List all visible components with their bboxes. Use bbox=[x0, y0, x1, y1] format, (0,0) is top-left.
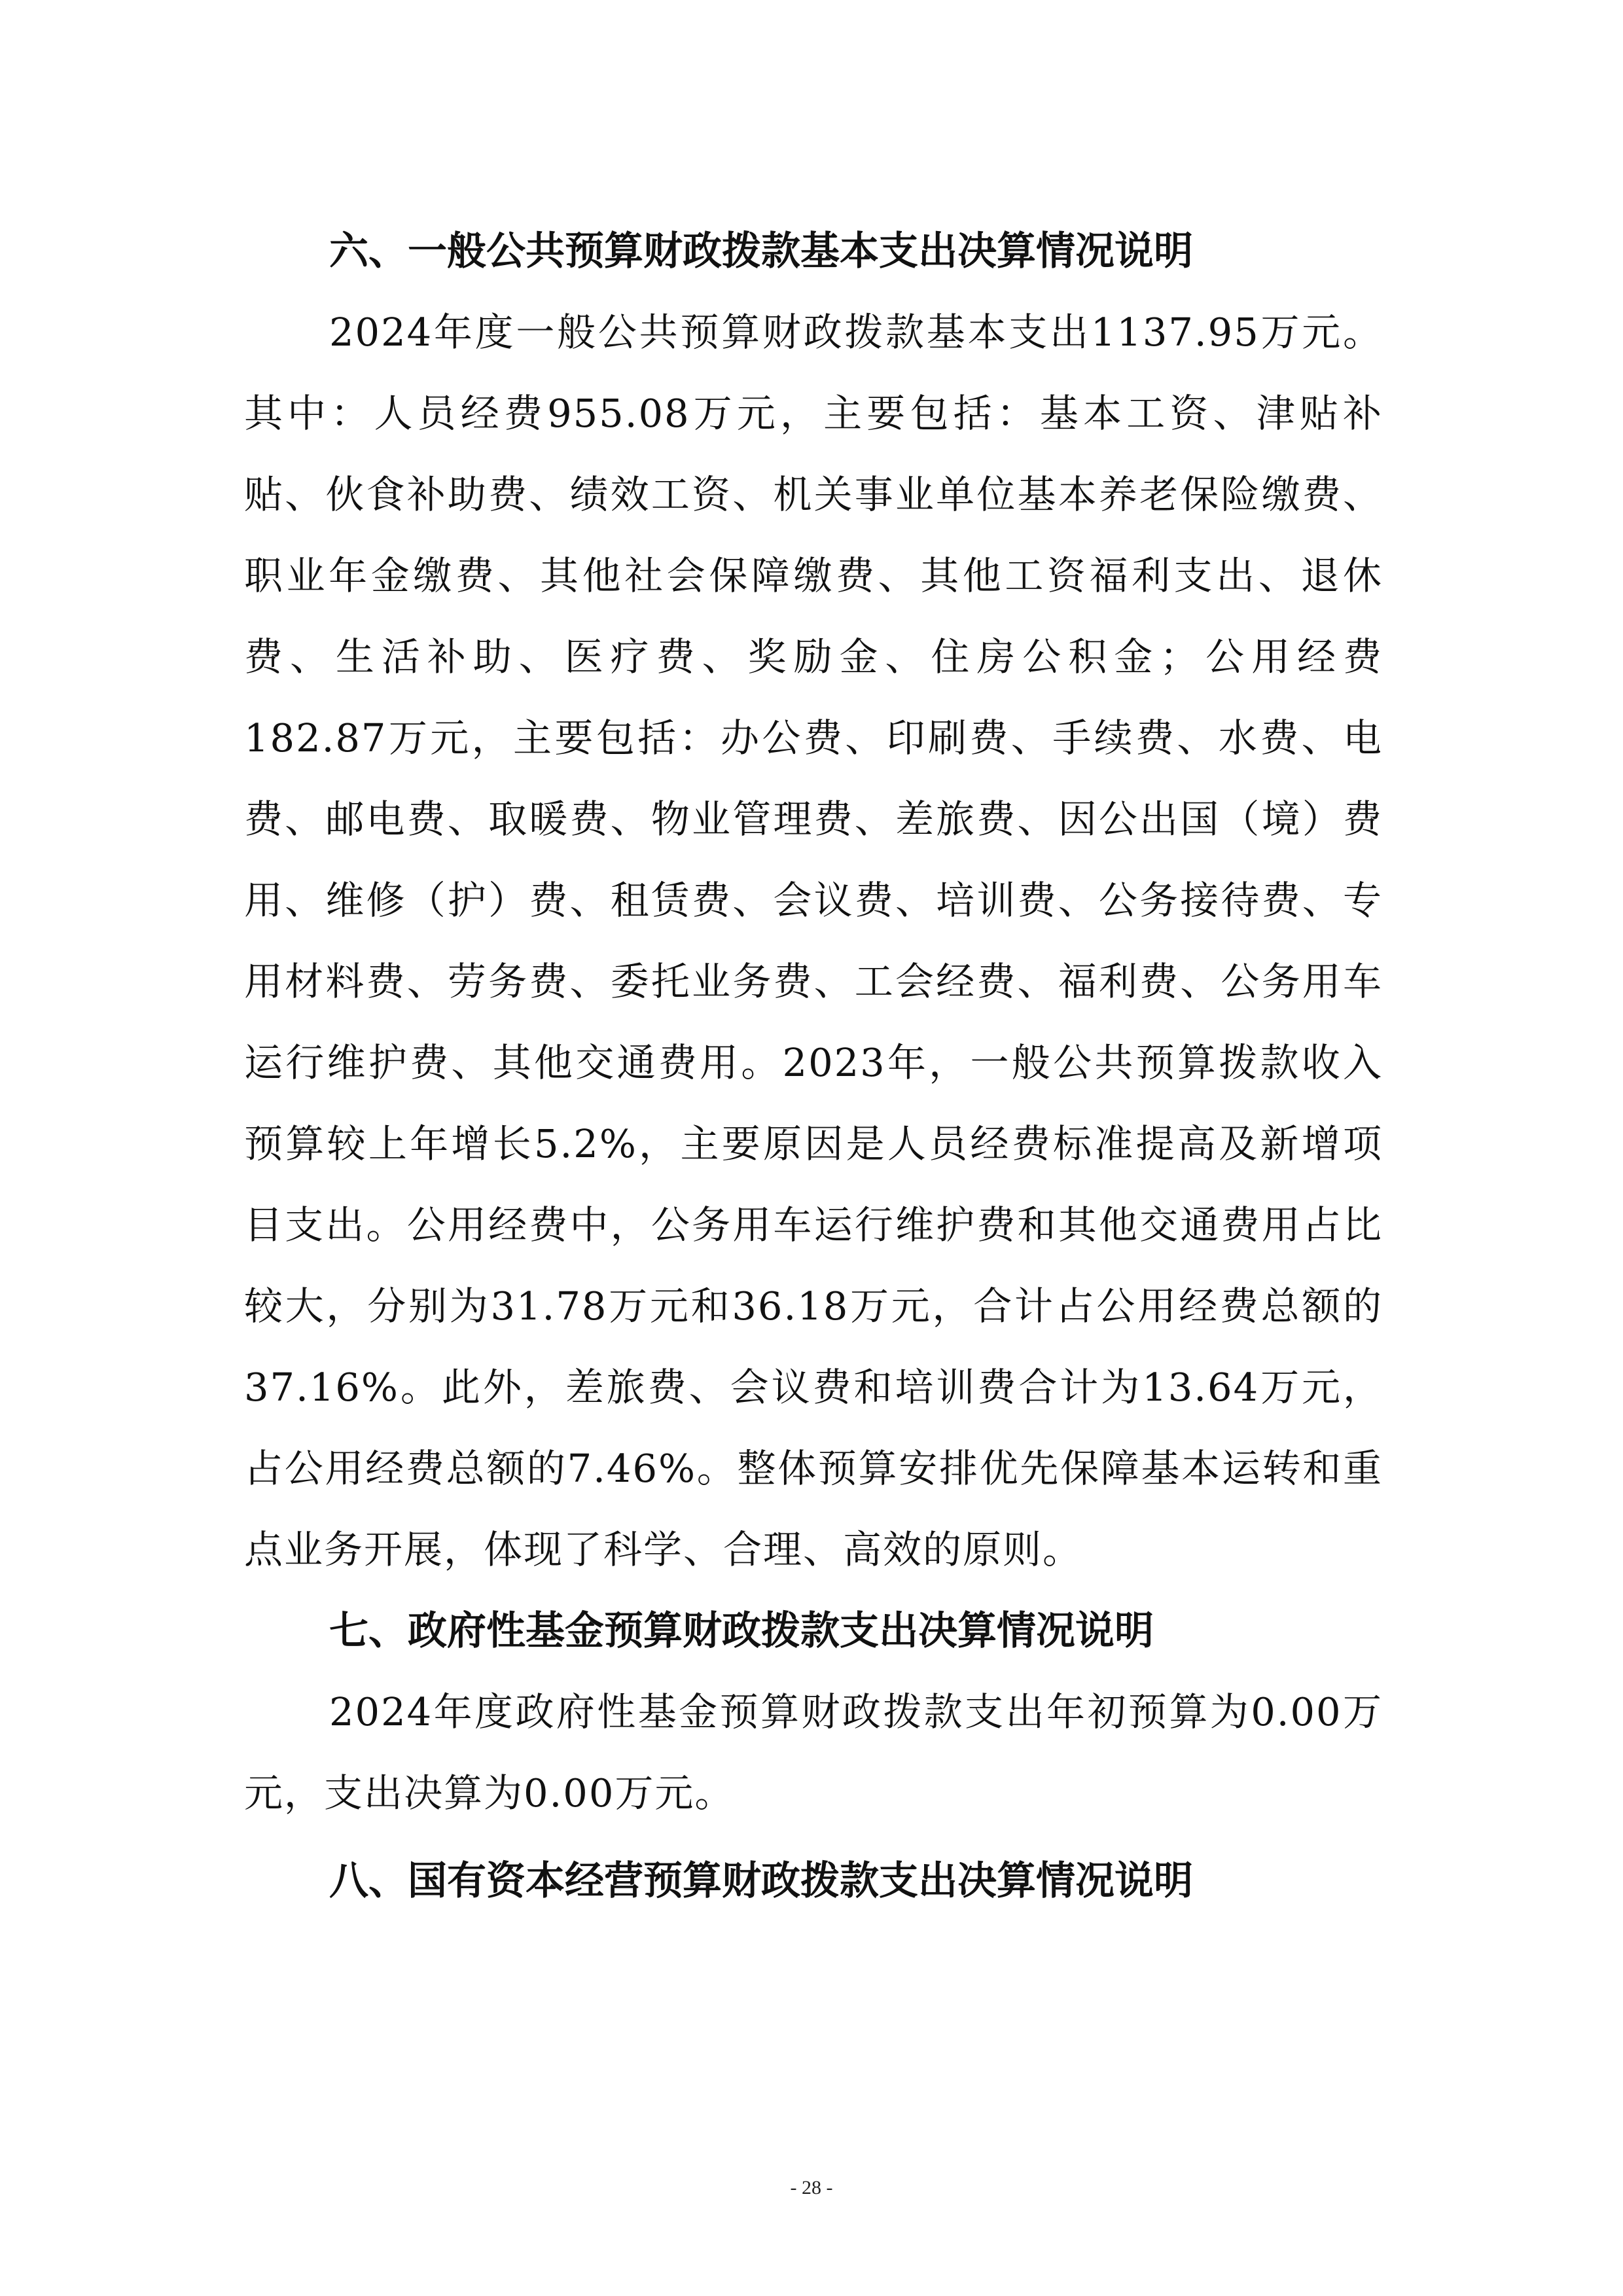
document-body bbox=[244, 211, 1383, 1922]
section-heading-6: 六、一般公共预算财政拨款基本支出决算情况说明 bbox=[329, 228, 1193, 274]
section-heading-7: 七、政府性基金预算财政拨款支出决算情况说明 bbox=[329, 1608, 1154, 1654]
section-7-paragraph: 2024年度政府性基金预算财政拨款支出年初预算为0.00万元，支出决算为0.00万元。 bbox=[244, 1689, 1383, 1816]
page-number: - 28 - bbox=[790, 2177, 833, 2198]
section-heading-8: 八、国有资本经营预算财政拨款支出决算情况说明 bbox=[329, 1858, 1193, 1904]
section-6-paragraph: 2024年度一般公共预算财政拨款基本支出1137.95万元。其中：人员经费955.08万元，主要包括：基本工资、津贴补贴、伙食补助费、绩效工资、机关事业单位基本养老保险缴费、职业年金缴费、其他社会保障缴费、其他工资福利支出、退休费、生活补助、医疗费、奖励金、住房公积金；公用经费182.87万元，主要包括：办公费、印刷费、手续费、水费、电费、邮电费、取暖费、物业管理费、差旅费、因公出国（境）费用、维修（护）费、租赁费、会议费、培训费、公务接待费、专用材料费、劳务费、委托业务费、工会经费、福利费、公务用车运行维护费、其他交通费用。2023年，一般公共预算拨款收入预算较上年增长5.2%，主要原因是人员经费标准提高及新增项目支出。公用经费中，公务用车运行维护费和其他交通费用占比较大，分别为31.78万元和36.18万元，合计占公用经费总额的37.16%。此外，差旅费、会议费和培训费合计为13.64万元，占公用经费总额的7.46%。整体预算安排优先保障基本运转和重点业务开展，体现了科学、合理、高效的原则。 bbox=[244, 310, 1383, 1572]
